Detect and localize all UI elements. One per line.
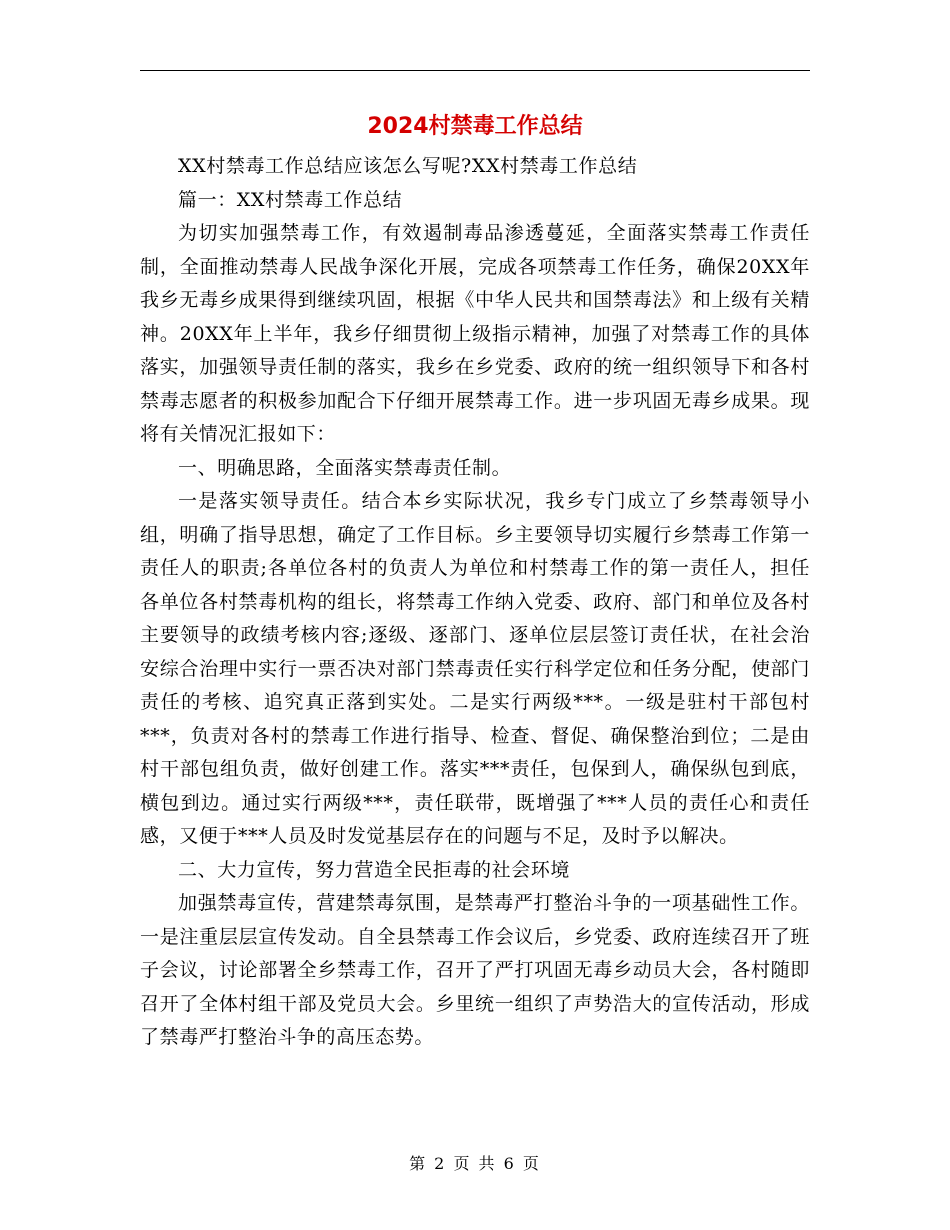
body-paragraph: 加强禁毒宣传，营建禁毒氛围，是禁毒严打整治斗争的一项基础性工作。一是注重层层宣传发动。自全县禁毒工作会议后，乡党委、政府连续召开了班子会议，讨论部署全乡禁毒工作，召开了严打巩固无毒乡动员大会，各村随即召开了全体村组干部及党员大会。乡里统一组织了声势浩大的宣传活动，形成了禁毒严打整治斗争的高压态势。 [140,892,810,1048]
section-heading: 篇一：XX村禁毒工作总结 [178,188,403,211]
body-paragraph: 一是落实领导责任。结合本乡实际状况，我乡专门成立了乡禁毒领导小组，明确了指导思想，确定了工作目标。乡主要领导切实履行乡禁毒工作第一责任人的职责;各单位各村的负责人为单位和村禁毒工作的第一责任人，担任各单位各村禁毒机构的组长，将禁毒工作纳入党委、政府、部门和单位及各村主要领导的政绩考核内容;逐级、逐部门、逐单位层层签订责任状，在社会治安综合治理中实行一票否决对部门禁毒责任实行科学定位和任务分配，使部门责任的考核、追究真正落到实处。二是实行两级***。一级是驻村干部包村***，负责对各村的禁毒工作进行指导、检查、督促、确保整治到位；二是由村干部包组负责，做好创建工作。落实***责任，包保到人，确保纵包到底，横包到边。通过实行两级***，责任联带，既增强了***人员的责任心和责任感，又便于***人员及时发觉基层存在的问题与不足，及时予以解决。 [140,490,810,847]
header-rule [140,70,810,71]
intro-line: XX村禁毒工作总结应该怎么写呢?XX村禁毒工作总结 [178,155,638,177]
section-heading: 一、明确思路，全面落实禁毒责任制。 [178,456,512,479]
section-heading: 二、大力宣传，努力营造全民拒毒的社会环境 [178,858,571,881]
document-title: 2024村禁毒工作总结 [367,114,583,139]
body-paragraph: 为切实加强禁毒工作，有效遏制毒品渗透蔓延，全面落实禁毒工作责任制，全面推动禁毒人民战争深化开展，完成各项禁毒工作任务，确保20XX年我乡无毒乡成果得到继续巩固，根据《中华人民共和国禁毒法》和上级有关精神。20XX年上半年，我乡仔细贯彻上级指示精神，加强了对禁毒工作的具体落实，加强领导责任制的落实，我乡在乡党委、政府的统一组织领导下和各村禁毒志愿者的积极参加配合下仔细开展禁毒工作。进一步巩固无毒乡成果。现将有关情况汇报如下： [140,222,810,445]
page-indicator: 第 2 页 共 6 页 [409,1154,541,1173]
document-body [140,150,810,1055]
